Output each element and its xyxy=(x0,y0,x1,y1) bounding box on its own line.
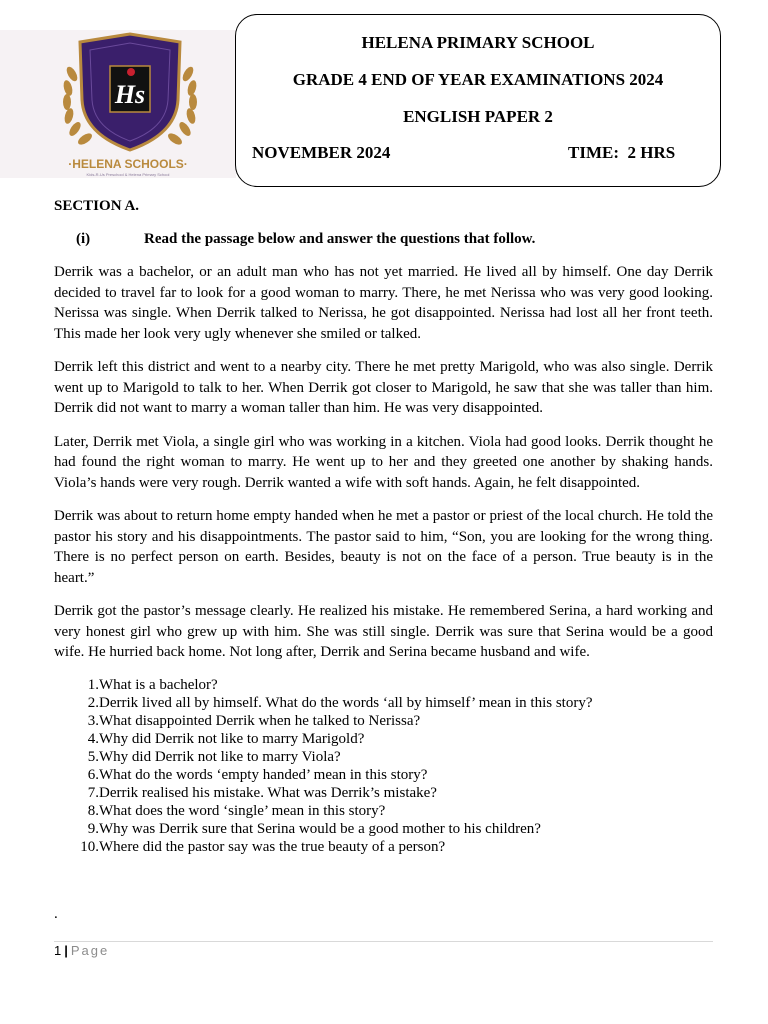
question-number: 6. xyxy=(87,766,99,783)
exam-date: NOVEMBER 2024 xyxy=(252,143,391,162)
exam-title: GRADE 4 END OF YEAR EXAMINATIONS 2024 xyxy=(292,70,664,89)
question-text: Derrik lived all by himself. What do the words ‘all by himself’ mean in this story? xyxy=(99,694,593,711)
passage-paragraph: Derrik was a bachelor, or an adult man who has not yet married. He lived all by himself. One day Derrik decided to travel far to look for a good woman to marry. There, he met Nerissa who was very good looking. Nerissa was single. When Derrik talked to Nerissa, he got disappointed. Nerissa had lost all her front teeth. This made her look very ugly whenever she smiled or talked. xyxy=(54,264,713,342)
passage-paragraph: Derrik got the pastor’s message clearly. He realized his mistake. He remembered Serina, a hard working and very honest girl who grew up with him. She was still single. Derrik was sure that Serina would be a good wife. He hurried back home. Not long after, Derrik and Serina became husband and wife. xyxy=(54,603,713,660)
question-item xyxy=(54,784,713,802)
question-number: 9. xyxy=(87,820,99,837)
instruction xyxy=(76,229,713,249)
question-text: Derrik realised his mistake. What was Derrik’s mistake? xyxy=(99,784,437,801)
question-item xyxy=(54,730,713,748)
school-name: HELENA PRIMARY SCHOOL xyxy=(361,33,595,52)
instruction-text: Read the passage below and answer the questions that follow. xyxy=(144,231,536,247)
question-number: 8. xyxy=(87,802,99,819)
exam-header-box xyxy=(235,14,721,187)
question-number: 4. xyxy=(87,730,99,747)
question-text: Why did Derrik not like to marry Marigold? xyxy=(99,730,365,747)
school-logo xyxy=(0,30,236,178)
question-text: What do the words ‘empty handed’ mean in this story? xyxy=(99,766,428,783)
question-item xyxy=(54,766,713,784)
logo-brand-subtext: Kids-R-Us Preschool & Helena Primary School xyxy=(86,172,170,177)
question-list xyxy=(54,676,713,856)
question-item xyxy=(54,676,713,694)
question-item xyxy=(54,802,713,820)
passage-paragraph: Derrik was about to return home empty handed when he met a pastor or priest of the local church. He told the pastor his story and his disappointments. The pastor said to him, “Son, you are looking for the wrong thing. There is no perfect person on earth. Besides, beauty is not on the face of a person. True beauty is in the heart.” xyxy=(54,508,713,586)
footer-separator: | xyxy=(64,943,68,958)
question-number: 10. xyxy=(80,838,99,855)
exam-content xyxy=(54,196,713,856)
trailing-mark: . xyxy=(54,906,58,922)
question-number: 2. xyxy=(87,694,99,711)
question-text: What is a bachelor? xyxy=(99,676,218,693)
question-text: Why was Derrik sure that Serina would be a good mother to his children? xyxy=(99,820,541,837)
footer-divider xyxy=(54,941,713,942)
question-number: 7. xyxy=(87,784,99,801)
logo-brand-text: ·HELENA SCHOOLS· xyxy=(68,157,188,171)
question-item xyxy=(54,820,713,838)
logo-monogram: Hs xyxy=(114,80,146,109)
question-text: Why did Derrik not like to marry Viola? xyxy=(99,748,341,765)
question-number: 1. xyxy=(87,676,99,693)
question-item xyxy=(54,712,713,730)
passage-paragraph: Later, Derrik met Viola, a single girl who was working in a kitchen. Viola had good looks. Derrik thought he had found the right woman to marry. He went up to her and they greeted one another by shaking hands. Viola’s hands were very rough. Derrik wanted a wife with soft hands. Again, he felt disappointed. xyxy=(54,433,713,491)
exam-time: TIME: 2 HRS xyxy=(568,143,676,162)
page-label: Page xyxy=(70,943,110,958)
question-item xyxy=(54,748,713,766)
question-number: 3. xyxy=(87,712,99,729)
question-item xyxy=(54,694,713,712)
page-number: 1 xyxy=(54,943,62,958)
question-text: What does the word ‘single’ mean in this story? xyxy=(99,802,386,819)
paper-title: ENGLISH PAPER 2 xyxy=(403,107,553,126)
section-title: SECTION A. xyxy=(54,198,140,214)
instruction-number: (i) xyxy=(76,231,91,247)
question-item xyxy=(54,838,713,856)
page-footer xyxy=(54,942,109,960)
passage-paragraph: Derrik left this district and went to a nearby city. There he met pretty Marigold, who was also single. Derrik went up to Marigold to talk to her. When Derrik got closer to Marigold, he saw that she was taller than him. Derrik did not want to marry a woman taller than him. He was very disappointed. xyxy=(54,359,713,416)
question-number: 5. xyxy=(87,748,99,765)
question-text: What disappointed Derrik when he talked to Nerissa? xyxy=(99,712,421,729)
question-text: Where did the pastor say was the true beauty of a person? xyxy=(99,838,446,855)
